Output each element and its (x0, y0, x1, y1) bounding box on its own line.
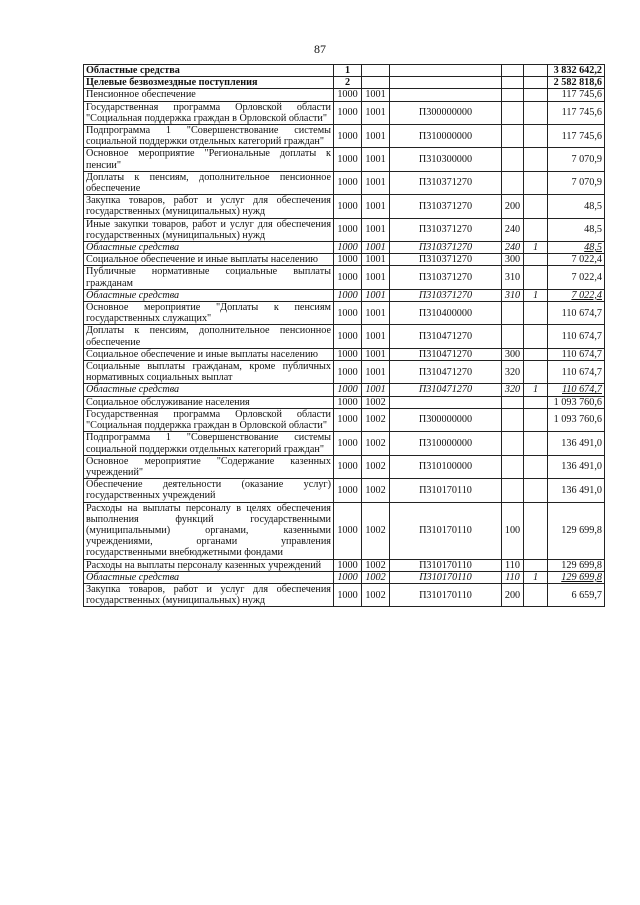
row-target-code: П310400000 (390, 302, 502, 325)
table-row (84, 242, 605, 254)
row-section: 1000 (334, 171, 362, 194)
row-amount: 48,5 (548, 242, 605, 254)
row-expense-type (502, 171, 524, 194)
row-funding-source (524, 254, 548, 266)
row-funding-source (524, 195, 548, 218)
table-row (84, 571, 605, 583)
row-section: 1000 (334, 502, 362, 559)
row-section: 2 (334, 77, 362, 89)
table-row (84, 455, 605, 478)
row-target-code: П310371270 (390, 242, 502, 254)
row-expense-type (502, 408, 524, 431)
row-amount: 110 674,7 (548, 302, 605, 325)
row-amount: 1 093 760,6 (548, 396, 605, 408)
row-funding-source (524, 348, 548, 360)
row-target-code: П310170110 (390, 559, 502, 571)
row-expense-type (502, 77, 524, 89)
row-name: Обеспечение деятельности (оказание услуг) государственных учреждений (84, 479, 334, 502)
row-section: 1000 (334, 432, 362, 455)
budget-table (83, 64, 605, 607)
row-expense-type: 200 (502, 195, 524, 218)
table-row (84, 77, 605, 89)
row-target-code: П310100000 (390, 455, 502, 478)
row-funding-source (524, 479, 548, 502)
row-amount: 7 070,9 (548, 171, 605, 194)
row-section: 1000 (334, 101, 362, 124)
row-amount: 110 674,7 (548, 361, 605, 384)
row-funding-source (524, 432, 548, 455)
row-name: Доплаты к пенсиям, дополнительное пенсионное обеспечение (84, 325, 334, 348)
row-funding-source (524, 89, 548, 101)
row-section: 1000 (334, 559, 362, 571)
page-number: 87 (314, 42, 326, 56)
row-target-code: П310371270 (390, 218, 502, 241)
row-expense-type (502, 125, 524, 148)
row-name: Расходы на выплаты персоналу казенных учреждений (84, 559, 334, 571)
row-subsection: 1002 (362, 571, 390, 583)
row-target-code: П310471270 (390, 325, 502, 348)
row-expense-type: 240 (502, 218, 524, 241)
table-row (84, 125, 605, 148)
row-target-code: П310000000 (390, 125, 502, 148)
row-expense-type: 110 (502, 571, 524, 583)
row-target-code: П300000000 (390, 101, 502, 124)
table-row (84, 396, 605, 408)
row-expense-type (502, 302, 524, 325)
row-amount: 129 699,8 (548, 559, 605, 571)
row-funding-source (524, 125, 548, 148)
row-subsection: 1002 (362, 559, 390, 571)
row-expense-type: 320 (502, 361, 524, 384)
table-row (84, 384, 605, 396)
row-expense-type: 100 (502, 502, 524, 559)
row-funding-source (524, 302, 548, 325)
table-row (84, 348, 605, 360)
row-section: 1000 (334, 125, 362, 148)
row-target-code: П310471270 (390, 384, 502, 396)
row-subsection: 1001 (362, 89, 390, 101)
row-expense-type: 300 (502, 348, 524, 360)
row-expense-type: 310 (502, 266, 524, 289)
row-funding-source (524, 148, 548, 171)
row-name: Областные средства (84, 65, 334, 77)
table-row (84, 266, 605, 289)
row-funding-source (524, 455, 548, 478)
row-target-code (390, 77, 502, 89)
row-funding-source (524, 171, 548, 194)
row-funding-source (524, 559, 548, 571)
row-name: Основное мероприятие "Региональные доплаты к пенсии" (84, 148, 334, 171)
row-subsection: 1001 (362, 195, 390, 218)
row-amount: 136 491,0 (548, 479, 605, 502)
row-section: 1000 (334, 289, 362, 301)
row-subsection: 1001 (362, 266, 390, 289)
row-target-code: П310300000 (390, 148, 502, 171)
row-section: 1000 (334, 302, 362, 325)
row-expense-type: 300 (502, 254, 524, 266)
row-expense-type (502, 101, 524, 124)
row-section: 1000 (334, 348, 362, 360)
row-amount: 7 022,4 (548, 266, 605, 289)
row-section: 1000 (334, 218, 362, 241)
row-amount: 117 745,6 (548, 101, 605, 124)
row-amount: 129 699,8 (548, 502, 605, 559)
table-row (84, 89, 605, 101)
row-name: Подпрограмма 1 "Совершенствование системы социальной поддержки отдельных категорий граждан" (84, 125, 334, 148)
row-target-code (390, 89, 502, 101)
row-funding-source (524, 218, 548, 241)
row-target-code: П310371270 (390, 266, 502, 289)
row-funding-source (524, 325, 548, 348)
row-target-code (390, 396, 502, 408)
row-target-code: П310371270 (390, 289, 502, 301)
row-subsection: 1002 (362, 432, 390, 455)
row-subsection: 1001 (362, 101, 390, 124)
row-amount: 117 745,6 (548, 89, 605, 101)
row-section: 1000 (334, 148, 362, 171)
row-subsection: 1002 (362, 455, 390, 478)
row-name: Целевые безвозмездные поступления (84, 77, 334, 89)
table-row (84, 289, 605, 301)
row-target-code: П310371270 (390, 195, 502, 218)
row-funding-source (524, 77, 548, 89)
row-subsection: 1001 (362, 348, 390, 360)
row-amount: 1 093 760,6 (548, 408, 605, 431)
row-subsection: 1001 (362, 148, 390, 171)
row-target-code: П310471270 (390, 348, 502, 360)
row-subsection: 1001 (362, 302, 390, 325)
row-section: 1000 (334, 455, 362, 478)
table-row (84, 218, 605, 241)
row-amount: 117 745,6 (548, 125, 605, 148)
row-subsection: 1002 (362, 502, 390, 559)
row-target-code: П310471270 (390, 361, 502, 384)
table-row (84, 479, 605, 502)
row-amount: 110 674,7 (548, 384, 605, 396)
row-name: Подпрограмма 1 "Совершенствование системы социальной поддержки отдельных категорий граждан" (84, 432, 334, 455)
row-expense-type: 200 (502, 583, 524, 606)
table-row (84, 502, 605, 559)
row-expense-type: 320 (502, 384, 524, 396)
table-row (84, 559, 605, 571)
table-row (84, 101, 605, 124)
row-subsection: 1002 (362, 396, 390, 408)
row-subsection: 1001 (362, 218, 390, 241)
row-target-code: П310170110 (390, 502, 502, 559)
row-funding-source (524, 266, 548, 289)
row-subsection: 1001 (362, 384, 390, 396)
table-row (84, 432, 605, 455)
row-section: 1000 (334, 571, 362, 583)
row-funding-source (524, 408, 548, 431)
row-expense-type (502, 432, 524, 455)
row-section: 1000 (334, 325, 362, 348)
row-funding-source (524, 101, 548, 124)
row-subsection: 1002 (362, 479, 390, 502)
row-expense-type (502, 65, 524, 77)
row-funding-source: 1 (524, 571, 548, 583)
row-section: 1000 (334, 384, 362, 396)
row-funding-source: 1 (524, 242, 548, 254)
row-subsection: 1002 (362, 408, 390, 431)
row-funding-source: 1 (524, 384, 548, 396)
row-funding-source (524, 583, 548, 606)
table-row (84, 148, 605, 171)
table-row (84, 325, 605, 348)
row-subsection: 1001 (362, 171, 390, 194)
row-amount: 2 582 818,6 (548, 77, 605, 89)
row-name: Основное мероприятие "Содержание казенных учреждений" (84, 455, 334, 478)
row-funding-source (524, 502, 548, 559)
row-name: Доплаты к пенсиям, дополнительное пенсионное обеспечение (84, 171, 334, 194)
row-expense-type (502, 325, 524, 348)
row-target-code: П310170110 (390, 571, 502, 583)
row-amount: 110 674,7 (548, 325, 605, 348)
row-subsection: 1001 (362, 254, 390, 266)
row-name: Закупка товаров, работ и услуг для обеспечения государственных (муниципальных) нужд (84, 583, 334, 606)
row-subsection: 1001 (362, 361, 390, 384)
row-expense-type (502, 455, 524, 478)
row-name: Областные средства (84, 571, 334, 583)
table-row (84, 361, 605, 384)
row-name: Государственная программа Орловской области "Социальная поддержка граждан в Орловской области" (84, 408, 334, 431)
row-name: Областные средства (84, 384, 334, 396)
row-section: 1000 (334, 254, 362, 266)
table-row (84, 254, 605, 266)
row-subsection (362, 77, 390, 89)
row-target-code: П310000000 (390, 432, 502, 455)
row-amount: 48,5 (548, 195, 605, 218)
row-subsection: 1001 (362, 125, 390, 148)
row-name: Областные средства (84, 242, 334, 254)
row-target-code: П310371270 (390, 171, 502, 194)
row-section: 1000 (334, 396, 362, 408)
row-section: 1000 (334, 583, 362, 606)
row-funding-source (524, 396, 548, 408)
row-name: Социальное обеспечение и иные выплаты населению (84, 254, 334, 266)
row-expense-type (502, 479, 524, 502)
row-funding-source (524, 65, 548, 77)
row-name: Закупка товаров, работ и услуг для обеспечения государственных (муниципальных) нужд (84, 195, 334, 218)
row-section: 1000 (334, 242, 362, 254)
budget-table-body (84, 65, 605, 607)
table-row (84, 171, 605, 194)
row-name: Социальное обеспечение и иные выплаты населению (84, 348, 334, 360)
row-amount: 7 022,4 (548, 289, 605, 301)
row-amount: 110 674,7 (548, 348, 605, 360)
row-target-code: П310371270 (390, 254, 502, 266)
row-subsection: 1001 (362, 242, 390, 254)
row-expense-type: 110 (502, 559, 524, 571)
table-row (84, 302, 605, 325)
table-row (84, 408, 605, 431)
row-target-code: П300000000 (390, 408, 502, 431)
table-row (84, 195, 605, 218)
row-amount: 136 491,0 (548, 432, 605, 455)
row-section: 1000 (334, 266, 362, 289)
row-expense-type (502, 148, 524, 171)
row-name: Основное мероприятие "Доплаты к пенсиям государственных служащих" (84, 302, 334, 325)
row-amount: 48,5 (548, 218, 605, 241)
row-expense-type (502, 396, 524, 408)
row-subsection: 1001 (362, 325, 390, 348)
row-amount: 7 070,9 (548, 148, 605, 171)
row-section: 1000 (334, 479, 362, 502)
row-section: 1000 (334, 89, 362, 101)
row-name: Социальное обслуживание населения (84, 396, 334, 408)
row-name: Расходы на выплаты персоналу в целях обеспечения выполнения функций государственными (муниципальными) органами, казенными учреждениями, органами управления государственными внебюджетными фондами (84, 502, 334, 559)
row-amount: 136 491,0 (548, 455, 605, 478)
row-name: Областные средства (84, 289, 334, 301)
row-expense-type: 240 (502, 242, 524, 254)
row-subsection: 1001 (362, 289, 390, 301)
row-subsection: 1002 (362, 583, 390, 606)
row-target-code (390, 65, 502, 77)
row-amount: 7 022,4 (548, 254, 605, 266)
row-amount: 6 659,7 (548, 583, 605, 606)
row-funding-source (524, 361, 548, 384)
row-section: 1000 (334, 408, 362, 431)
row-section: 1000 (334, 195, 362, 218)
row-funding-source: 1 (524, 289, 548, 301)
row-name: Социальные выплаты гражданам, кроме публичных нормативных социальных выплат (84, 361, 334, 384)
row-name: Государственная программа Орловской области "Социальная поддержка граждан в Орловской области" (84, 101, 334, 124)
row-name: Иные закупки товаров, работ и услуг для обеспечения государственных (муниципальных) нужд (84, 218, 334, 241)
row-section: 1000 (334, 361, 362, 384)
row-target-code: П310170110 (390, 583, 502, 606)
row-name: Публичные нормативные социальные выплаты гражданам (84, 266, 334, 289)
row-section: 1 (334, 65, 362, 77)
row-expense-type (502, 89, 524, 101)
table-row (84, 65, 605, 77)
row-target-code: П310170110 (390, 479, 502, 502)
row-amount: 3 832 642,2 (548, 65, 605, 77)
table-row (84, 583, 605, 606)
row-name: Пенсионное обеспечение (84, 89, 334, 101)
row-subsection (362, 65, 390, 77)
row-amount: 129 699,8 (548, 571, 605, 583)
row-expense-type: 310 (502, 289, 524, 301)
